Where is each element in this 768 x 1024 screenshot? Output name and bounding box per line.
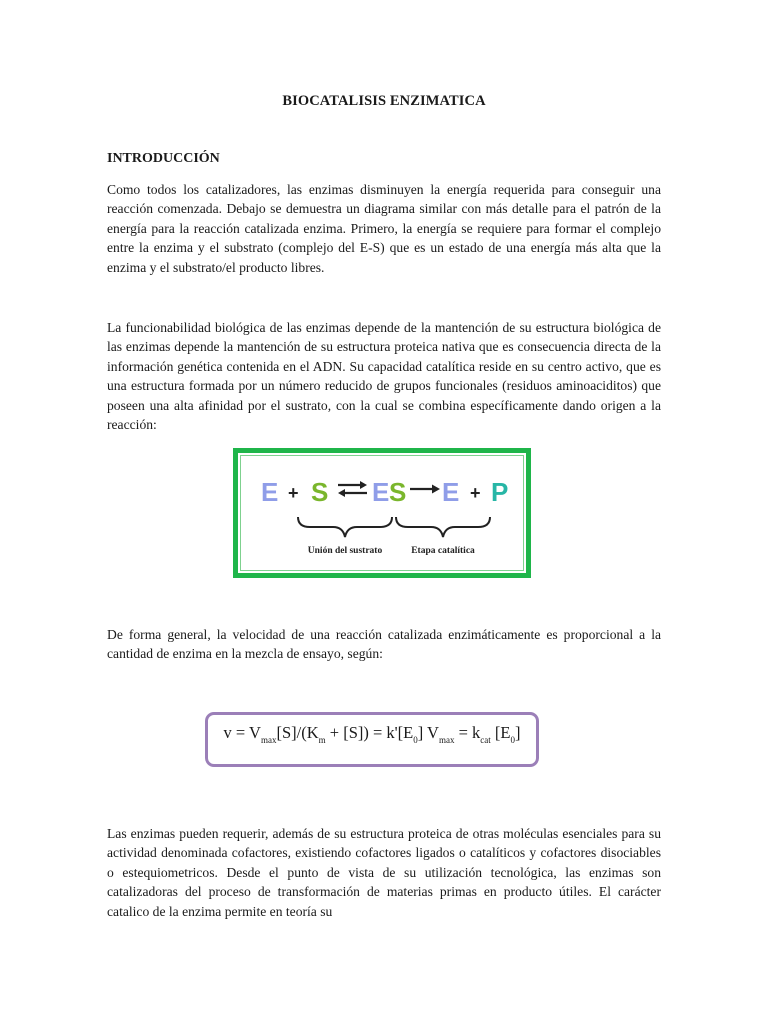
plus-sign-2: + (470, 483, 481, 503)
eq-cat-sub: cat (480, 735, 491, 745)
eq-v: v (223, 723, 232, 742)
eq-max-sub-2: max (438, 735, 455, 745)
forward-arrow-icon (410, 485, 440, 494)
complex-enzyme-letter: E (372, 477, 390, 507)
enzyme-reaction-scheme (233, 448, 531, 578)
eq-term-4: [E (494, 723, 511, 742)
paragraph-1: Como todos los catalizadores, las enzimas disminuyen la energía requerida para conseguir una reacción comenzada. Debajo se demuestra un diagrama similar con más detalle para el patrón de la energía para la reacción catalizada enzima. Primero, la energía se requiere para formar el complejo entre la enzima y el substrato (complejo del E-S) que es un estado de una energía más alta que la enzima y el substrato/el producto libres. (107, 182, 661, 275)
eq-term-eq2: = k (458, 723, 481, 742)
paragraph-4: Las enzimas pueden requerir, además de su estructura proteica de otras moléculas esenciales para su actividad denominada cofactores, existiendo cofactores ligados o catalíticos y cofactores disociables o estequiometricos. Desde el punto de vista de su utilización tecnológica, las enzimas son catalizadoras del proceso de transformación de materias primas en producto útiles. El carácter catalico de la enzima permite en teoría su (107, 826, 661, 919)
document-title: BIOCATALISIS ENZIMATICA (282, 93, 486, 109)
enzyme-letter-1: E (261, 477, 279, 507)
eq-V: V (249, 723, 261, 742)
brace-right-label: Etapa catalítica (411, 546, 475, 556)
eq-zero-sub-1: 0 (413, 735, 418, 745)
paragraph-2: La funcionabilidad biológica de las enzimas depende de la mantención de su estructura biológica de las enzimas depende la mantención de su estructura proteica nativa que es consecuencia directa de la información genética contenida en el ADN. Su capacidad catalítica reside en su centro activo, que es una estructura formada por un número reducido de grupos funcionales (residuos aminoaciditos) que poseen una alta afinidad por el sustrato, con la cual se combina específicamente dando origen a la reacción: (107, 320, 661, 433)
plus-sign-1: + (288, 483, 299, 503)
scheme-figure (238, 453, 526, 573)
enzyme-letter-2: E (442, 477, 460, 507)
product-letter: P (491, 477, 509, 507)
eq-max-sub-1: max (260, 735, 277, 745)
equation-box (205, 712, 539, 767)
eq-term-5: ] (514, 723, 521, 742)
substrate-letter: S (311, 477, 329, 507)
brace-icon (298, 517, 490, 537)
eq-term-2: + [S]) = k'[E (329, 723, 414, 742)
rate-equation (208, 723, 536, 745)
eq-term-3: ] V (417, 723, 439, 742)
eq-term-1: [S]/(K (276, 723, 319, 742)
eq-equals-1: = (235, 723, 246, 742)
brace-left-label: Unión del sustrato (307, 546, 383, 556)
section-heading: INTRODUCCIÓN (107, 151, 220, 166)
paragraph-3: De forma general, la velocidad de una reacción catalizada enzimáticamente es proporcional a la cantidad de enzima en la mezcla de ensayo, según: (107, 627, 661, 662)
complex-substrate-letter: S (389, 477, 407, 507)
eq-m-sub: m (318, 735, 326, 745)
equilibrium-arrow-icon (338, 481, 367, 497)
eq-zero-sub-2: 0 (510, 735, 515, 745)
